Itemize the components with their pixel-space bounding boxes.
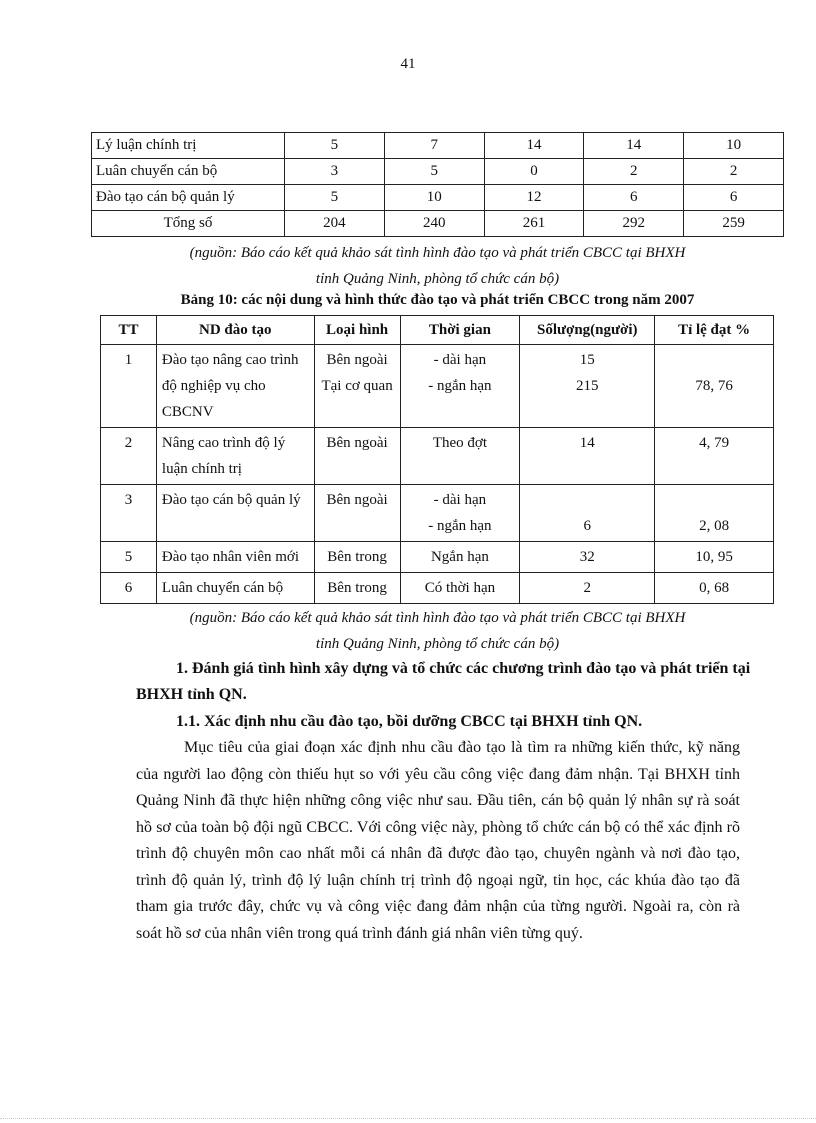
table-row [101,428,774,485]
cell-line: 2 [583,580,591,596]
table-cell: 3 [285,159,385,185]
cell-loai [314,573,400,604]
cell-line: Bên ngoài [326,492,388,508]
cell-line: - ngắn hạn [428,378,492,394]
row-label: Tổng số [92,211,285,237]
page-number: 41 [400,56,416,72]
cell-tile [655,542,774,573]
table-cell: 204 [285,211,385,237]
col-header-nd: ND đào tạo [156,316,314,345]
cell-tt: 2 [101,428,157,485]
cell-nd: Nâng cao trình độ lý luận chính trị [156,428,314,485]
body-paragraph: Mục tiêu của giai đoạn xác định nhu cầu đào tạo là tìm ra những kiến thức, kỹ năng của người lao động còn thiếu hụt so với yêu cầu công việc đang đảm nhận. Tại BHXH tỉnh Quảng Ninh đã thực hiện những công việc như sau. Đầu tiên, cán bộ quản lý nhân sự rà soát hồ sơ của toàn bộ đội ngũ CBCC. Với công việc này, phòng tổ chức cán bộ có thể xác định rõ trình độ chuyên môn cao nhất mỗi cá nhân đã được đào tạo, chuyên ngành và nơi đào tạo, trình độ quản lý, trình độ lý luận chính trị trình độ ngoại ngữ, tin học, các khúa đào tạo đã tham gia trước đây, chức vụ và công việc đang đảm nhận của từng người. Ngoài ra, còn rà soát hồ sơ của nhân viên trong quá trình đánh giá nhân viên từng quý. [136,739,740,942]
table-cell: 2 [684,159,784,185]
table-cell: 10 [384,185,484,211]
cell-loai [314,345,400,428]
cell-line: - dài hạn [433,352,487,368]
cell-thoigian [400,345,520,428]
table-cell: 292 [584,211,684,237]
table-cell: 5 [384,159,484,185]
table-cell: 259 [684,211,784,237]
table-row [92,133,784,159]
table-10-title: Bảng 10: các nội dung và hình thức đào tạo và phát triển CBCC trong năm 2007 [180,292,695,308]
cell-line: 4, 79 [699,435,730,451]
table-cell: 5 [285,185,385,211]
table-10-source-note: (nguồn: Báo cáo kết quả khảo sát tình hình đào tạo và phát triển CBCC tại BHXH tỉnh Quảng Ninh, phòng tổ chức cán bộ) [189,610,686,652]
cell-line: 14 [579,435,595,451]
cell-nd: Đào tạo cán bộ quản lý [156,485,314,542]
row-label: Luân chuyển cán bộ [92,159,285,185]
cell-tile [655,345,774,428]
table-row [92,159,784,185]
cell-line: 0, 68 [699,580,730,596]
cell-line: Theo đợt [432,435,487,451]
table-cell: 14 [484,133,584,159]
cell-tile [655,573,774,604]
cell-line: - ngắn hạn [428,518,492,534]
table-10 [100,315,774,604]
cell-loai [314,485,400,542]
table-row [101,542,774,573]
cell-loai [314,542,400,573]
cell-soluong [520,485,655,542]
cell-tt: 5 [101,542,157,573]
cell-tt: 3 [101,485,157,542]
row-label: Lý luận chính trị [92,133,285,159]
training-summary-table-continued [91,132,784,237]
cell-line: Bên trong [327,549,387,565]
table-row [92,211,784,237]
cell-line [525,487,649,513]
row-label: Đào tạo cán bộ quản lý [92,185,285,211]
cell-line: - dài hạn [433,492,487,508]
table-row [101,485,774,542]
cell-thoigian [400,428,520,485]
cell-line: Có thời hạn [424,580,496,596]
cell-line: 15 [579,352,595,368]
table-row [101,573,774,604]
cell-line [660,487,768,513]
cell-thoigian [400,542,520,573]
col-header-thoigian: Thời gian [400,316,520,345]
cell-line: Bên ngoài [326,352,388,368]
col-header-tile: Tỉ lệ đạt % [655,316,774,345]
cell-line: Tại cơ quan [321,378,393,394]
cell-thoigian [400,485,520,542]
cell-nd: Đào tạo nhân viên mới [156,542,314,573]
section-1-heading: 1. Đánh giá tình hình xây dựng và tổ chức các chương trình đào tạo và phát triển tại BHXH tỉnh QN. [136,660,751,703]
section-1-1-heading: 1.1. Xác định nhu cầu đào tạo, bồi dưỡng CBCC tại BHXH tỉnh QN. [176,713,643,730]
cell-line: 32 [579,549,595,565]
table-cell: 6 [684,185,784,211]
table-cell: 0 [484,159,584,185]
table-row [92,185,784,211]
cell-line: Ngắn hạn [430,549,489,565]
cell-tt: 1 [101,345,157,428]
cell-tt: 6 [101,573,157,604]
table-cell: 12 [484,185,584,211]
table-cell: 5 [285,133,385,159]
cell-line: 6 [583,518,591,534]
cell-tile [655,485,774,542]
cell-line [660,347,768,373]
cell-soluong [520,345,655,428]
cell-soluong [520,542,655,573]
cell-line: Bên trong [327,580,387,596]
table-cell: 7 [384,133,484,159]
table-source-note: (nguồn: Báo cáo kết quả khảo sát tình hình đào tạo và phát triển CBCC tại BHXH tỉnh Quảng Ninh, phòng tổ chức cán bộ) [189,245,686,287]
table-cell: 10 [684,133,784,159]
cell-line: Bên ngoài [326,435,388,451]
table-cell: 6 [584,185,684,211]
table-10-header-row [101,316,774,345]
table-cell: 240 [384,211,484,237]
cell-thoigian [400,573,520,604]
cell-line: 215 [576,378,599,394]
cell-soluong [520,573,655,604]
cell-line: 2, 08 [699,518,730,534]
table-cell: 14 [584,133,684,159]
cell-line: 10, 95 [695,549,733,565]
page-divider [0,1118,816,1119]
col-header-tt: TT [101,316,157,345]
col-header-soluong: Sốlượng(người) [520,316,655,345]
cell-nd: Luân chuyển cán bộ [156,573,314,604]
cell-tile [655,428,774,485]
col-header-loai: Loại hình [314,316,400,345]
cell-loai [314,428,400,485]
table-row [101,345,774,428]
cell-line: 78, 76 [695,378,733,394]
table-cell: 261 [484,211,584,237]
table-cell: 2 [584,159,684,185]
cell-soluong [520,428,655,485]
cell-nd: Đào tạo nâng cao trình độ nghiệp vụ cho CBCNV [156,345,314,428]
